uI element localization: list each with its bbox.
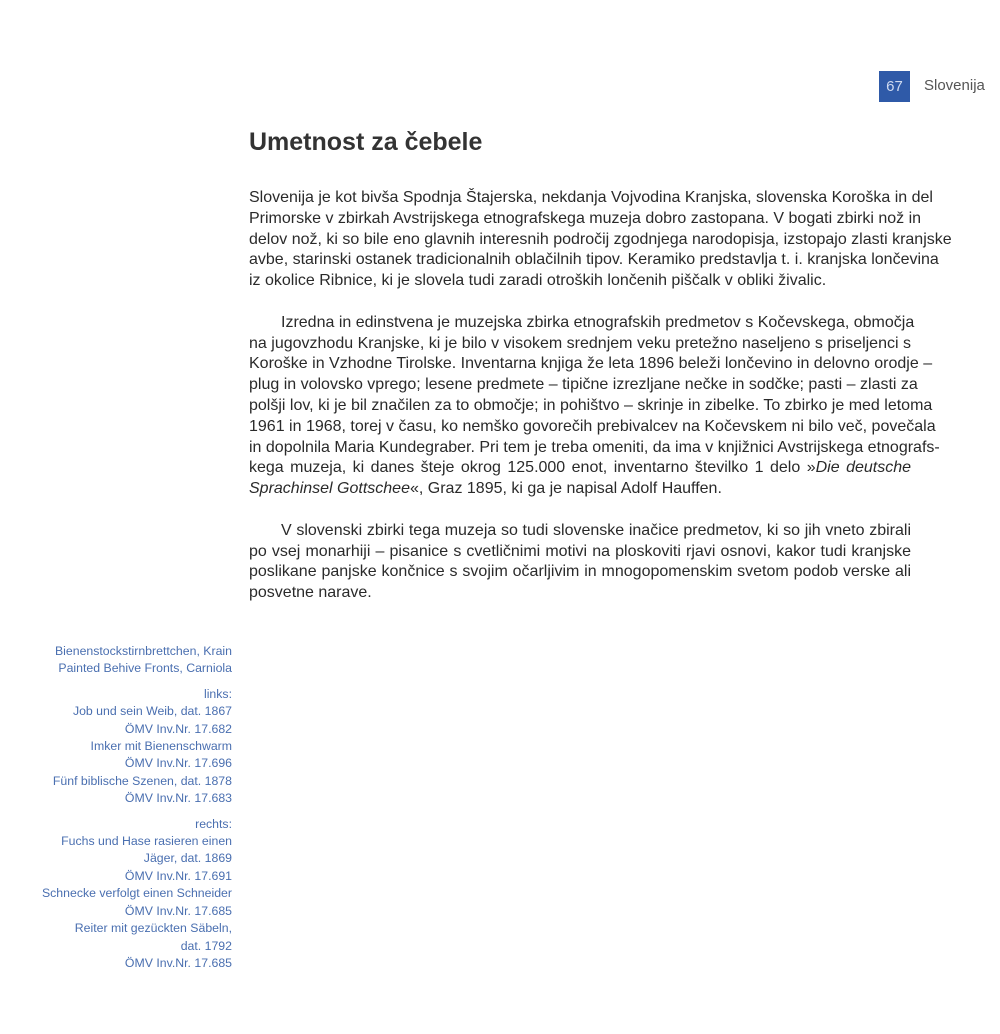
caption-line: Reiter mit gezückten Säbeln,	[74, 921, 232, 936]
caption-line: Schnecke verfolgt einen Schneider	[41, 886, 232, 901]
text-line: avbe, starinski ostanek tradicionalnih oblačilnih tipov. Keramiko predstavlja t. i. kranjska lončevina	[249, 251, 939, 269]
spacer	[12, 808, 232, 816]
page-number: 67	[879, 71, 910, 102]
caption-line: rechts:	[195, 816, 232, 831]
text-line: Primorske v zbirkah Avstrijskega etnografskega muzeja dobro zastopana. V bogati zbirki nož in	[249, 209, 922, 227]
text-line: delov nož, ki so bile eno glavnih interesnih področij zgodnjega narodopisja, izstopajo zlasti kranjske	[249, 230, 952, 248]
caption-line: links:	[203, 686, 232, 701]
caption-line: dat. 1792	[180, 938, 232, 953]
chapter-title: Umetnost za čebele	[249, 128, 483, 156]
caption-line: Jäger, dat. 1869	[143, 851, 232, 866]
text-line: Slovenija je kot bivša Spodnja Štajerska, nekdanja Vojvodina Kranjska, slovenska Koroška in del	[249, 189, 933, 206]
text-line: 1961 in 1968, torej v času, ko nemško govorečih prebivalcev na Kočevskem ni bilo več, povečala	[249, 417, 936, 435]
caption-line: Job und sein Weib, dat. 1867	[72, 704, 232, 719]
caption-line: Fünf biblische Szenen, dat. 1878	[52, 773, 232, 788]
caption-line: ÖMV Inv.Nr. 17.685	[124, 903, 232, 918]
caption-line: ÖMV Inv.Nr. 17.682	[124, 721, 232, 736]
caption-line: Bienenstockstirnbrettchen, Krain	[54, 644, 232, 658]
caption-line: Imker mit Bienenschwarm	[90, 739, 232, 754]
caption-line: ÖMV Inv.Nr. 17.696	[124, 756, 232, 771]
text-line: plug in volovsko vprego; lesene predmete – tipične izrezljane nečke in sodčke; pasti – zlasti za	[249, 376, 918, 394]
text-line: in dopolnila Maria Kundegraber. Pri tem je treba omeniti, da ima v knjižnici Avstrijskega etnografs-	[249, 438, 940, 456]
caption-line: Fuchs und Hase rasieren einen	[61, 834, 232, 849]
text-line: posvetne narave.	[249, 584, 372, 602]
paragraph	[249, 521, 911, 604]
caption-line: ÖMV Inv.Nr. 17.685	[124, 955, 232, 970]
text-line: po vsej monarhiji – pisanice s cvetličnimi motivi na ploskoviti rjavi osnovi, kakor tudi kranjske	[249, 542, 911, 560]
paragraph	[249, 313, 940, 500]
text-line: iz okolice Ribnice, ki je slovela tudi zaradi otroških lončenih piščalk v obliki živalic.	[249, 272, 827, 290]
caption-line: Painted Behive Fronts, Carniola	[58, 661, 232, 676]
image-caption	[12, 643, 232, 972]
text-line: na jugovzhodu Kranjske, ki je bilo v visokem srednjem veku pretežno naseljeno s priseljenci s	[249, 334, 911, 352]
text-line: kega muzeja, ki danes šteje okrog 125.000 enot, inventarno številko 1 delo »Die deutsche	[249, 459, 912, 477]
text-line: Koroške in Vzhodne Tirolske. Inventarna knjiga že leta 1896 beleži lončevino in delovno orodje –	[249, 355, 933, 373]
body-text	[249, 188, 952, 625]
caption-line: ÖMV Inv.Nr. 17.691	[124, 868, 232, 883]
paragraph	[249, 188, 952, 292]
text-line: Sprachinsel Gottschee«, Graz 1895, ki ga je napisal Adolf Hauffen.	[249, 480, 722, 498]
text-line: Izredna in edinstvena je muzejska zbirka etnografskih predmetov s Kočevskega, območja	[281, 313, 915, 331]
text-line: poslikane panjske končnice s svojim očarljivim in mnogopomenskim svetom podob verske ali	[249, 563, 911, 581]
spacer	[12, 678, 232, 686]
text-line: polšji lov, ki je bil značilen za to območje; in pohištvo – skrinje in zibelke. To zbirko je med letoma	[249, 396, 933, 414]
caption-line: ÖMV Inv.Nr. 17.683	[124, 791, 232, 806]
text-line: V slovenski zbirki tega muzeja so tudi slovenske inačice predmetov, ki so jih vneto zbirali	[281, 521, 911, 539]
section-title: Slovenija	[924, 77, 985, 94]
